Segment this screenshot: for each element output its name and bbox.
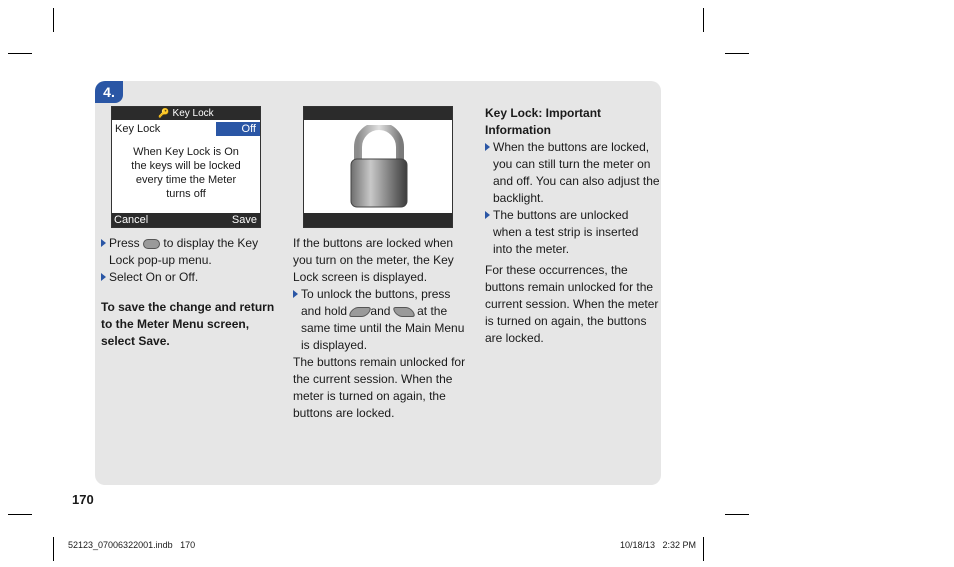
triangle-bullet-icon (101, 273, 106, 281)
important-heading: Key Lock: Important Information (485, 106, 602, 137)
triangle-bullet-icon (293, 290, 298, 298)
text: into the meter. (493, 242, 570, 256)
text: Lock screen is displayed. (293, 270, 428, 284)
key-icon: 🔑 (158, 108, 170, 118)
triangle-bullet-icon (485, 143, 490, 151)
print-file-info: 52123_07006322001.indb 170 (68, 540, 196, 550)
screen-title: Key Lock (172, 108, 214, 119)
key-lock-message: When Key Lock is On the keys will be locked every time the Meter turns off (131, 146, 241, 200)
crop-mark (725, 514, 749, 515)
triangle-bullet-icon (485, 211, 490, 219)
crop-mark (53, 8, 54, 32)
save-instruction: To save the change and return to the Meter Menu screen, select Save. (101, 300, 275, 348)
text: To unlock the buttons, press (301, 287, 451, 301)
text: Lock pop-up menu. (109, 253, 212, 267)
text: meter is turned on again, the (293, 389, 446, 403)
text: If the buttons are locked when (293, 236, 454, 250)
screen-top-bar (304, 107, 452, 120)
text: you can still turn the meter on (493, 157, 651, 171)
print-timestamp: 10/18/13 2:32 PM (620, 540, 697, 550)
text: at the (417, 304, 448, 318)
text: backlight. (493, 191, 544, 205)
triangle-bullet-icon (101, 239, 106, 247)
bullet-item (101, 269, 281, 286)
key-lock-row (112, 121, 260, 137)
crop-mark (53, 537, 54, 561)
column-1 (101, 235, 281, 350)
text: you turn on the meter, the Key (293, 253, 454, 267)
meter-screen-key-lock (111, 106, 261, 228)
softkey-bar (112, 213, 260, 227)
text: Select On or Off. (109, 270, 199, 284)
crop-mark (703, 537, 704, 561)
column-2 (293, 235, 473, 422)
text: The buttons are unlocked (493, 208, 629, 222)
text: and hold (301, 304, 348, 318)
right-button-icon (392, 307, 415, 317)
oval-button-icon (143, 239, 160, 249)
text: the current session. When the (293, 372, 453, 386)
crop-mark (725, 53, 749, 54)
occurrences-paragraph: For these occurrences, the buttons remain unlocked for the current session. When the meter is turned on again, the buttons are locked. (485, 263, 659, 345)
page-number: 170 (72, 492, 94, 507)
screen-bottom-bar (304, 213, 452, 227)
bullet-item (101, 235, 281, 269)
crop-mark (703, 8, 704, 32)
key-lock-label: Key Lock (115, 123, 161, 135)
padlock-icon (348, 125, 410, 211)
column-3 (485, 105, 660, 347)
save-softkey: Save (231, 214, 257, 226)
text: same time until the Main Menu (301, 321, 465, 335)
text: When the buttons are locked, (493, 140, 650, 154)
text: to display the Key (163, 236, 259, 250)
meter-screen-locked (303, 106, 453, 228)
screen-title-bar (112, 107, 260, 120)
key-lock-value: Off (216, 122, 260, 136)
text: and off. You can also adjust the (493, 174, 660, 188)
text: Press (109, 236, 140, 250)
text: buttons are locked. (293, 406, 395, 420)
text: and (370, 304, 391, 318)
cancel-softkey: Cancel (114, 214, 149, 226)
bullet-item (485, 139, 660, 207)
bullet-item (485, 207, 660, 258)
crop-mark (8, 53, 32, 54)
crop-mark (8, 514, 32, 515)
text: when a test strip is inserted (493, 225, 639, 239)
bullet-item (293, 286, 473, 354)
text: The buttons remain unlocked for (293, 355, 466, 369)
left-button-icon (349, 307, 372, 317)
text: is displayed. (301, 338, 368, 352)
step-badge: 4. (95, 81, 123, 103)
